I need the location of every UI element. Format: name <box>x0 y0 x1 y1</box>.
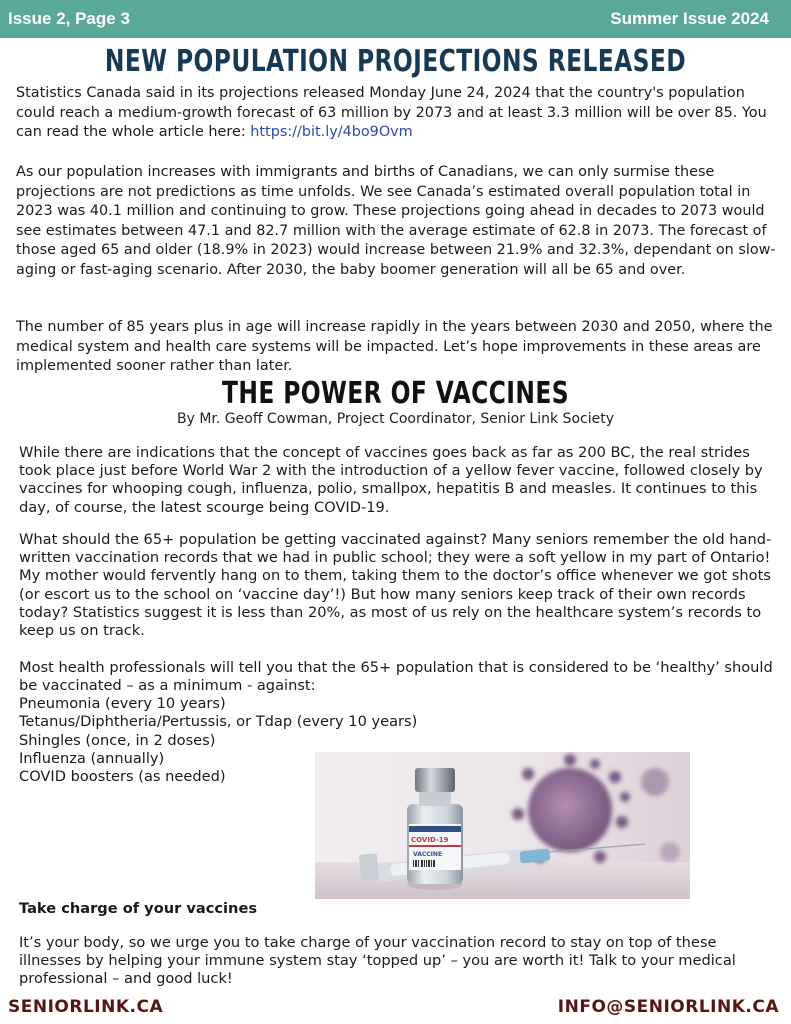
list-item: COVID boosters (as needed) <box>19 768 226 786</box>
article-2-byline: By Mr. Geoff Cowman, Project Coordinator, Senior Link Society <box>177 411 614 427</box>
list-item: Tetanus/Diphtheria/Pertussis, or Tdap (every 10 years) <box>19 713 418 731</box>
article-1-paragraph-1 <box>16 84 776 143</box>
footer-website: SENIORLINK.CA <box>8 997 164 1017</box>
barcode-graphic <box>413 860 435 867</box>
list-item: Shingles (once, in 2 doses) <box>19 731 216 749</box>
edition-label: Summer Issue 2024 <box>610 9 769 28</box>
article-1-paragraph-1-text: Statistics Canada said in its projections released Monday June 24, 2024 that the country's population could reach a medium-growth forecast of 63 million by 2073 and at least 3.3 million will be over 85. You can read the whole article here: <box>16 85 767 140</box>
issue-page-label: Issue 2, Page 3 <box>8 9 130 28</box>
vial-label-top: COVID-19 <box>411 836 449 844</box>
vial-graphic <box>407 768 463 890</box>
article-1-paragraph-3: The number of 85 years plus in age will increase rapidly in the years between 2030 and 2050, where the medical system and health care systems will be impacted. Let’s hope improvements in these areas are implemented sooner rather than later. <box>16 319 773 374</box>
header-bar <box>0 0 791 38</box>
article-2-paragraph-3: Most health professionals will tell you that the 65+ population that is considered to be ‘healthy’ should be vaccinated – as a minimum - against: <box>19 659 773 695</box>
vial-label-bottom: VACCINE <box>413 851 443 858</box>
article-link[interactable]: https://bit.ly/4bo9Ovm <box>250 124 413 140</box>
list-item: Pneumonia (every 10 years) <box>19 695 226 712</box>
list-item: Influenza (annually) <box>19 749 165 767</box>
article-2-paragraph-1: While there are indications that the concept of vaccines goes back as far as 200 BC, the real strides took place just before World War 2 with the introduction of a yellow fever vaccine, followed closely by vaccines for whooping cough, influenza, polio, smallpox, hepatitis B and measles. It continues to this day, of course, the latest scourge being COVID-19. <box>19 444 763 516</box>
take-charge-subhead: Take charge of your vaccines <box>19 900 258 917</box>
article-1-title: NEW POPULATION PROJECTIONS RELEASED <box>104 44 687 79</box>
article-1-paragraph-2: As our population increases with immigrants and births of Canadians, we can only surmise these projections are not predictions as time unfolds. We see Canada’s estimated overall population total in 2023 was 40.1 million and continuing to grow. These projections going ahead in decades to 2073 would see estimates between 47.1 and 82.7 million with the average estimate of 62.8 in 2073. The forecast of those aged 65 and older (18.9% in 2023) would increase between 21.9% and 32.3%, dependant on slow-aging or fast-aging scenario. After 2030, the baby boomer generation will all be 65 and over. <box>16 164 776 278</box>
vaccine-photo <box>315 752 690 899</box>
article-2-paragraph-4: It’s your body, so we urge you to take charge of your vaccination record to stay on top of these illnesses by helping your immune system stay ‘topped up’ – you are worth it! Talk to your medical professional – and good luck! <box>19 934 736 988</box>
article-2-paragraph-2: What should the 65+ population be getting vaccinated against? Many seniors remember the old hand-written vaccination records that we had in public school; they were a soft yellow in my part of Ontario! My mother would fervently hang on to them, taking them to the doctor’s office whenever we got shots (or escort us to the school on ‘vaccine day’!) But how many seniors keep track of their own records today? Statistics suggest it is less than 20%, as most of us rely on the healthcare system’s records to keep us on track. <box>19 531 772 640</box>
article-2-title: THE POWER OF VACCINES <box>221 376 570 411</box>
footer-email: INFO@SENIORLINK.CA <box>557 997 779 1017</box>
